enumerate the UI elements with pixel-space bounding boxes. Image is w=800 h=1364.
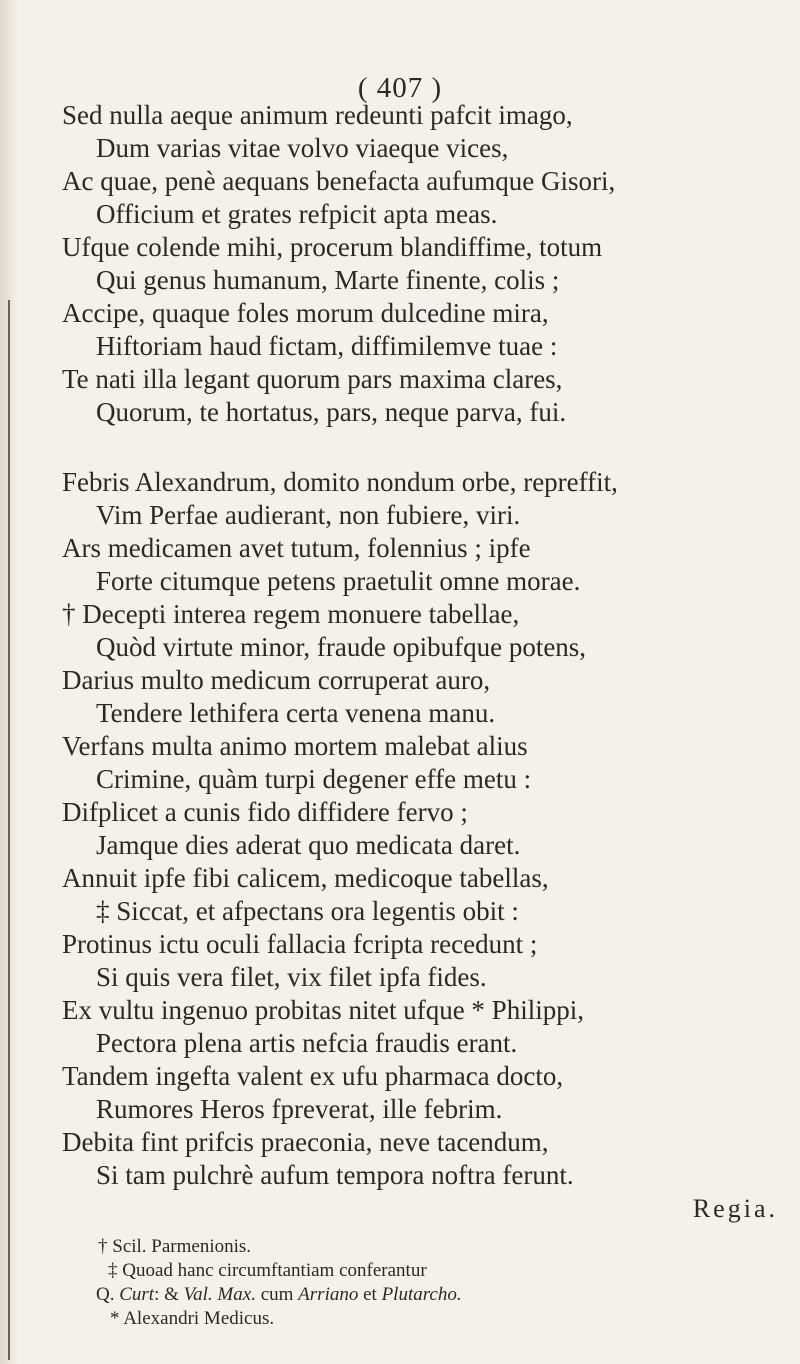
verse-line: Annuit ipfe fibi calicem, medicoque tabellas, — [62, 863, 549, 893]
footnote-text: Scil. Parmenionis. — [112, 1236, 252, 1257]
verse-line: Officium et grates refpicit apta meas. — [96, 199, 498, 229]
verse-line: Ex vultu ingenuo probitas nitet ufque * Philippi, — [62, 995, 584, 1025]
footnote-source-arrian: Arriano — [298, 1284, 359, 1305]
verse-line: Quòd virtute minor, fraude opibufque potens, — [96, 632, 587, 662]
verse-line: Ac quae, penè aequans benefacta aufumque Gisori, — [62, 166, 616, 196]
verse-line: Si tam pulchrè aufum tempora noftra ferunt. — [96, 1160, 574, 1190]
verse-line: Forte citumque petens praetulit omne morae. — [96, 566, 581, 596]
verse-line: Tandem ingefta valent ex ufu pharmaca docto, — [62, 1061, 564, 1091]
verse-line: Debita fint prifcis praeconia, neve tacendum, — [62, 1127, 549, 1157]
verse-line: Si quis vera filet, vix filet ipfa fides. — [96, 962, 487, 992]
verse-line: Protinus ictu oculi fallacia fcripta recedunt ; — [62, 929, 538, 959]
footnote-text: Quoad hanc circumftantiam conferantur — [122, 1260, 427, 1281]
verse-line: Ufque colende mihi, procerum blandiffime, totum — [62, 232, 603, 262]
footnote-sources — [96, 1284, 462, 1306]
footnote-connector: : & — [154, 1284, 184, 1305]
footnote-prefix: Q. — [96, 1284, 115, 1305]
footnote-mark: * — [110, 1308, 120, 1329]
verse-line: Tendere lethifera certa venena manu. — [96, 698, 496, 728]
footnote-mark: † — [98, 1236, 108, 1257]
footnote-source-valerius: Val. Max. — [183, 1284, 256, 1305]
footnote-dagger — [98, 1236, 251, 1258]
verse-line: Darius multo medicum corruperat auro, — [62, 665, 491, 695]
verse-line: Pectora plena artis nefcia fraudis erant. — [96, 1028, 518, 1058]
footnote-text: Alexandri Medicus. — [123, 1308, 275, 1329]
footnote-connector: et — [358, 1284, 382, 1305]
verse-line: Vim Perfae audierant, non fubiere, viri. — [96, 500, 521, 530]
footnote-connector: cum — [255, 1284, 299, 1305]
verse-line: Rumores Heros fpreverat, ille febrim. — [96, 1094, 503, 1124]
binding-gutter-line — [8, 300, 10, 1360]
verse-line: Sed nulla aeque animum redeunti pafcit imago, — [62, 100, 573, 130]
footnote-source-curtius: Curt — [119, 1284, 155, 1305]
verse-line: Accipe, quaque foles morum dulcedine mira, — [62, 298, 549, 328]
verse-line: Jamque dies aderat quo medicata daret. — [96, 830, 521, 860]
verse-line: Febris Alexandrum, domito nondum orbe, repreffit, — [62, 467, 618, 497]
footnote-mark: ‡ — [108, 1260, 118, 1281]
verse-line: Te nati illa legant quorum pars maxima clares, — [62, 364, 563, 394]
verse-line: Crimine, quàm turpi degener effe metu : — [96, 764, 532, 794]
verse-line: Dum varias vitae volvo viaeque vices, — [96, 133, 509, 163]
footnote-double-dagger — [108, 1260, 427, 1282]
verse-line: Difplicet a cunis fido diffidere fervo ; — [62, 797, 468, 827]
signature-regia: Regia. — [692, 1194, 778, 1223]
verse-line: Hiftoriam haud fictam, diffimilemve tuae : — [96, 331, 558, 361]
verse-line: Quorum, te hortatus, pars, neque parva, fui. — [96, 397, 567, 427]
footnote-source-plutarch: Plutarcho. — [381, 1284, 462, 1305]
verse-line: Verfans multa animo mortem malebat alius — [62, 731, 528, 761]
verse-line: ‡ Siccat, et afpectans ora legentis obit : — [96, 896, 519, 926]
page-number: ( 407 ) — [357, 72, 443, 104]
footnote-asterisk — [110, 1308, 274, 1330]
verse-line: Ars medicamen avet tutum, folennius ; ipfe — [62, 533, 531, 563]
verse-line: Qui genus humanum, Marte finente, colis ; — [96, 265, 560, 295]
verse-line: † Decepti interea regem monuere tabellae, — [62, 599, 520, 629]
